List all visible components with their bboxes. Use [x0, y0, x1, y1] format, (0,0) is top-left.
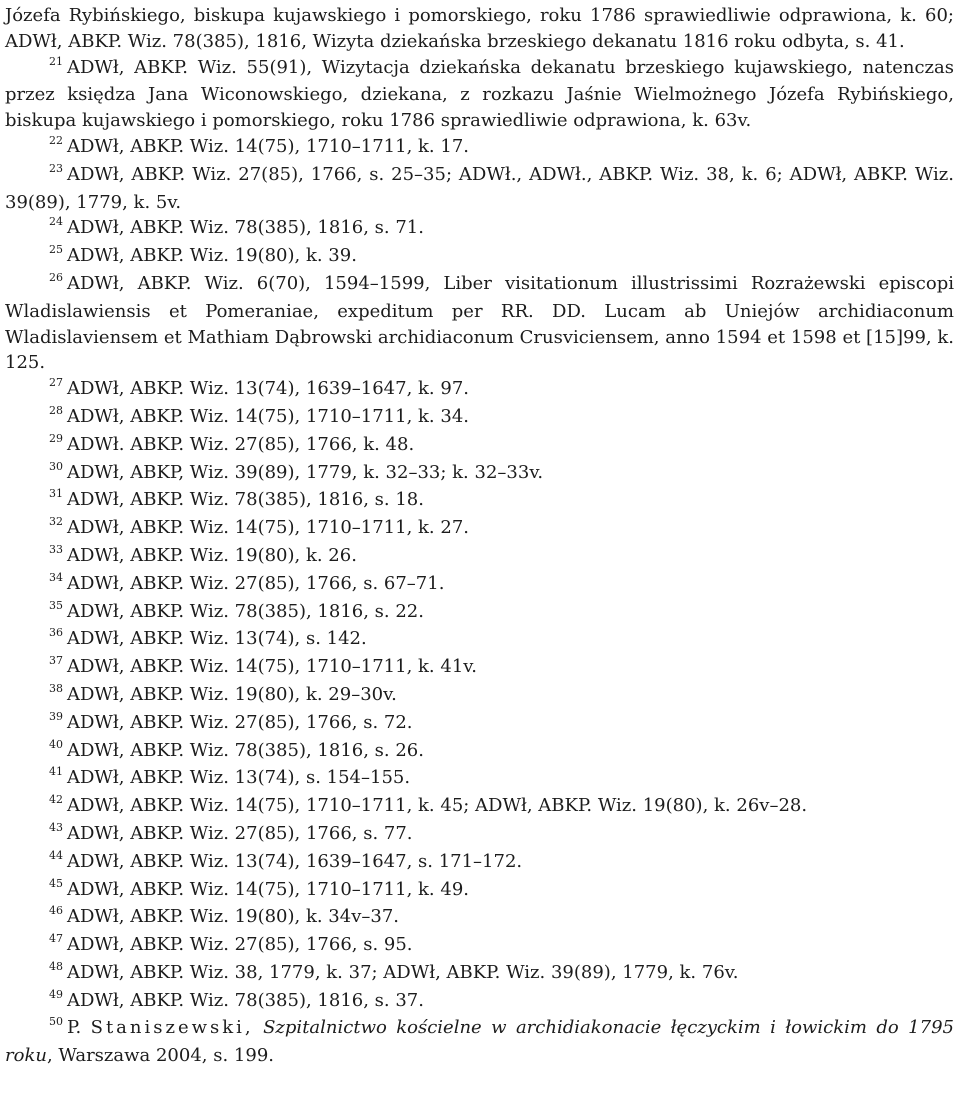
footnote-entry	[5, 599, 954, 627]
footnote-number: 24	[49, 215, 63, 229]
footnote-text: ADWł. ABKP. Wiz. 27(85), 1766, k. 48.	[67, 433, 415, 455]
footnote-entry	[5, 821, 954, 849]
footnote-text: ADWł, ABKP. Wiz. 27(85), 1766, s. 67–71.	[67, 572, 445, 594]
footnote-entry	[5, 55, 954, 134]
footnote-text: ADWł, ABKP. Wiz. 78(385), 1816, s. 37.	[67, 989, 424, 1011]
footnote-entry	[5, 682, 954, 710]
footnote-entry	[5, 932, 954, 960]
footnote-text: ADWł, ABKP. Wiz. 78(385), 1816, s. 18.	[67, 489, 424, 511]
footnote-entry	[5, 960, 954, 988]
footnote-entry	[5, 904, 954, 932]
footnote-number: 43	[49, 820, 63, 834]
footnote-number: 44	[49, 848, 63, 862]
footnote-number: 48	[49, 959, 63, 973]
author-initial: P.	[67, 1017, 82, 1039]
footnote-number: 42	[49, 793, 63, 807]
footnote-number: 32	[49, 515, 63, 529]
footnote-text: ADWł, ABKP. Wiz. 19(80), k. 29–30v.	[67, 683, 397, 705]
footnote-entry	[5, 626, 954, 654]
footnote-number: 22	[49, 133, 63, 147]
footnote-entry	[5, 460, 954, 488]
footnote-number: 38	[49, 681, 63, 695]
footnote-text: ADWł, ABKP. Wiz. 14(75), 1710–1711, k. 41v.	[67, 656, 478, 678]
footnote-number: 35	[49, 598, 63, 612]
footnote-text: ADWł, ABKP. Wiz. 13(74), s. 142.	[67, 628, 367, 650]
footnote-number: 33	[49, 542, 63, 556]
footnote-text: ADWł, ABKP. Wiz. 78(385), 1816, s. 22.	[67, 600, 424, 622]
footnote-number: 36	[49, 626, 63, 640]
footnote-list	[5, 55, 954, 1016]
footnote-entry	[5, 134, 954, 162]
footnote-entry	[5, 765, 954, 793]
footnote-entry	[5, 215, 954, 243]
publication-details: , Warszawa 2004, s. 199.	[46, 1045, 274, 1067]
footnote-entry	[5, 404, 954, 432]
footnote-text: ADWł, ABKP. Wiz. 19(80), k. 34v–37.	[67, 906, 400, 928]
footnote-entry	[5, 162, 954, 216]
footnote-number: 41	[49, 765, 63, 779]
footnote-number: 30	[49, 459, 63, 473]
footnote-continuation: Józefa Rybińskiego, biskupa kujawskiego i pomorskiego, roku 1786 sprawiedliwie odprawiona, k. 60; ADWł, ABKP. Wiz. 78(385), 1816, Wizyta dziekańska brzeskiego dekanatu 1816 roku odbyta, s. 41.	[5, 5, 954, 52]
footnote-entry	[5, 654, 954, 682]
footnote-entry	[5, 849, 954, 877]
footnote-text: ADWł, ABKP, Wiz. 39(89), 1779, k. 32–33; k. 32–33v.	[67, 461, 544, 483]
footnote-number: 39	[49, 709, 63, 723]
footnote-number: 27	[49, 376, 63, 390]
footnote-number: 34	[49, 570, 63, 584]
footnote-entry	[5, 543, 954, 571]
footnote-entry	[5, 877, 954, 905]
footnote-entry	[5, 487, 954, 515]
footnote-text: ADWł, ABKP. Wiz. 14(75), 1710–1711, k. 27.	[67, 517, 469, 539]
footnote-number: 26	[49, 270, 63, 284]
footnote-text: ADWł, ABKP. Wiz. 19(80), k. 39.	[67, 245, 357, 267]
footnote-text: ADWł, ABKP. Wiz. 19(80), k. 26.	[67, 544, 357, 566]
footnote-entry	[5, 988, 954, 1016]
footnote-entry	[5, 793, 954, 821]
footnote-text: ADWł, ABKP. Wiz. 78(385), 1816, s. 71.	[67, 217, 424, 239]
footnote-entry	[5, 271, 954, 376]
footnote-entry	[5, 243, 954, 271]
footnote-text: ADWł, ABKP. Wiz. 14(75), 1710–1711, k. 45; ADWł, ABKP. Wiz. 19(80), k. 26v–28.	[67, 795, 808, 817]
footnote-number: 40	[49, 737, 63, 751]
footnote-number: 23	[49, 161, 63, 175]
footnote-text: ADWł, ABKP. Wiz. 27(85), 1766, s. 77.	[67, 822, 413, 844]
footnote-text: ADWł, ABKP. Wiz. 78(385), 1816, s. 26.	[67, 739, 424, 761]
book-title: Szpitalnictwo kościelne w archidiakonacie łęczyckim i łowickim do 1795 roku	[5, 1017, 954, 1067]
footnote-text: ADWł, ABKP. Wiz. 27(85), 1766, s. 95.	[67, 934, 413, 956]
footnote-number: 29	[49, 431, 63, 445]
footnote-entry	[5, 432, 954, 460]
footnote-number: 37	[49, 654, 63, 668]
footnote-text: ADWł, ABKP. Wiz. 13(74), s. 154–155.	[67, 767, 411, 789]
footnote-text: ADWł, ABKP. Wiz. 13(74), 1639–1647, s. 171–172.	[67, 850, 523, 872]
author-surname: Staniszewski,	[90, 1017, 254, 1039]
footnote-number: 45	[49, 876, 63, 890]
footnote-text: ADWł, ABKP. Wiz. 14(75), 1710–1711, k. 34.	[67, 405, 469, 427]
footnote-number: 47	[49, 932, 63, 946]
footnote-text: ADWł, ABKP. Wiz. 55(91), Wizytacja dziekańska dekanatu brzeskiego kujawskiego, natenczas przez księdza Jana Wiconowskiego, dziekana, z rozkazu Jaśnie Wielmożnego Józefa Rybińskiego, biskupa kujawskiego i pomorskiego, roku 1786 sprawiedliwie odprawiona, k. 63v.	[5, 56, 954, 132]
footnote-text: ADWł, ABKP. Wiz. 14(75), 1710–1711, k. 17.	[67, 135, 469, 157]
footnote-entry	[5, 710, 954, 738]
footnote-entry	[5, 571, 954, 599]
footnote-text: ADWł, ABKP. Wiz. 27(85), 1766, s. 25–35; ADWł., ADWł., ABKP. Wiz. 38, k. 6; ADWł, ABKP. Wiz. 39(89), 1779, k. 5v.	[5, 163, 954, 213]
footnote-text: ADWł, ABKP. Wiz. 27(85), 1766, s. 72.	[67, 711, 413, 733]
footnote-number: 28	[49, 403, 63, 417]
footnote-entry	[5, 515, 954, 543]
footnote-text: ADWł, ABKP. Wiz. 13(74), 1639–1647, k. 97.	[67, 378, 469, 400]
footnote-text: ADWł, ABKP. Wiz. 14(75), 1710–1711, k. 49.	[67, 878, 469, 900]
footnote-number: 50	[49, 1015, 63, 1029]
footnote-number: 46	[49, 904, 63, 918]
footnote-number: 49	[49, 987, 63, 1001]
footnote-number: 21	[49, 54, 63, 68]
footnote-number: 31	[49, 487, 63, 501]
footnote-entry	[5, 376, 954, 404]
footnote-number: 25	[49, 243, 63, 257]
footnote-entry	[5, 738, 954, 766]
footnote-50	[5, 1015, 954, 1069]
footnote-text: ADWł, ABKP. Wiz. 6(70), 1594–1599, Liber visitationum illustrissimi Rozrażewski episcopi Wladislawiensis et Pomeraniae, expeditum per RR. DD. Lucam ab Uniejów archidiaconum Wladislaviensem et Mathiam Dąbrowski archidiaconum Crusviciensem, anno 1594 et 1598 et [15]99, k. 125.	[5, 272, 954, 374]
footnote-text: ADWł, ABKP. Wiz. 38, 1779, k. 37; ADWł, ABKP. Wiz. 39(89), 1779, k. 76v.	[67, 961, 739, 983]
